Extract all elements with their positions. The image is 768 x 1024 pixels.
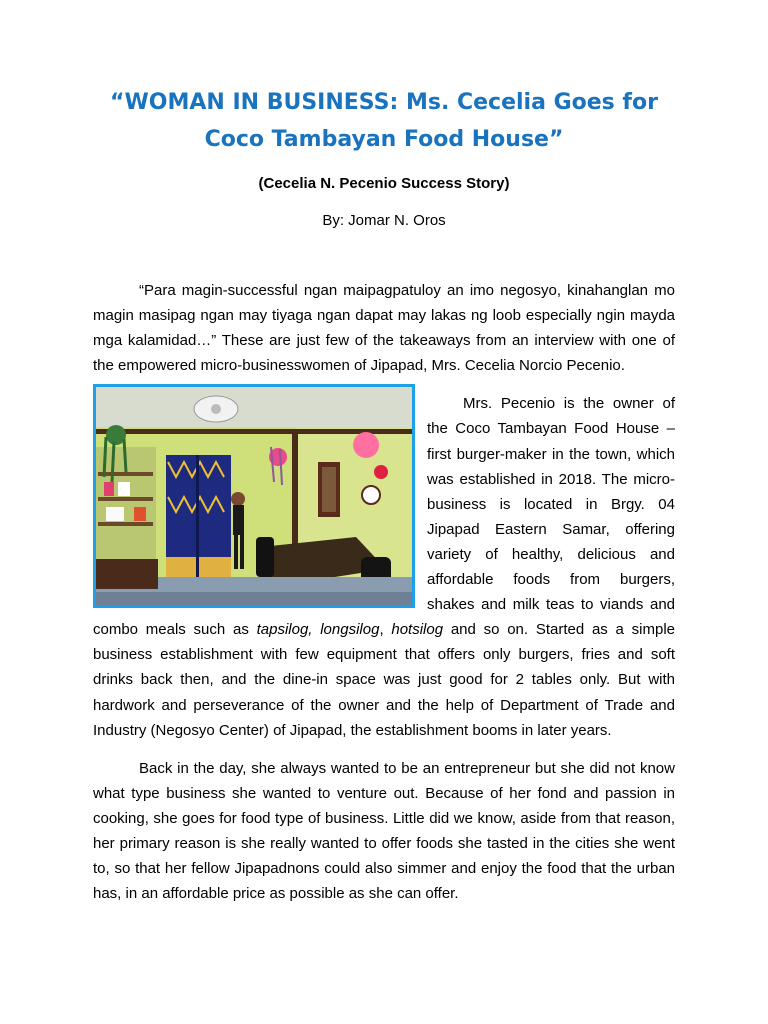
restaurant-photo: [93, 384, 415, 608]
restaurant-interior-illustration: [96, 387, 412, 605]
article-byline: By: Jomar N. Oros: [322, 212, 446, 229]
paragraph-intro: “Para magin-successful ngan maipagpatuloy an imo negosyo, kinahanglan mo magin masipag ngan may tiyaga ngan dapat may lakas ng loob especially ngin mayda mga kalamidad…” These are just few of the takeaways from an interview with one of the empowered micro-businesswomen of Jipapad, Mrs. Cecelia Norcio Pecenio.: [93, 282, 675, 375]
paragraph-background: Back in the day, she always wanted to be an entrepreneur but she did not know what type business she wanted to venture out. Because of her fond and passion in cooking, she goes for food type of business. Little did we know, aside from that reason, her primary reason is she really wanted to offer foods she tasted in the cities she went to, so that her fellow Jipapadnons could also simmer and enjoy the food that the urban has, in an affordable price as possible as she can offer.: [93, 759, 675, 903]
paragraph-owner-comma: ,: [379, 621, 392, 639]
article-title: “WOMAN IN BUSINESS: Ms. Cecelia Goes for Coco Tambayan Food House”: [110, 90, 658, 152]
article-page: [93, 84, 675, 906]
paragraph-owner-end: and so on. Started as a simple business establishment with few equipment that offers only burgers, fries and soft drinks back then, and the dine-in space was just good for 2 tables only. But with hardwork and perseverance of the owner and the help of Department of Trade and Industry (Negosyo Center) of Jipapad, the establishment booms in later years.: [93, 621, 675, 739]
menu-item-hotsilog: hotsilog: [391, 621, 444, 639]
menu-item-tapsilog-longsilog: tapsilog, longsilog: [256, 621, 380, 639]
article-subtitle: (Cecelia N. Pecenio Success Story): [258, 175, 510, 192]
paragraph-owner-start: Mrs. Pecenio is the owner of the Coco Tambayan Food House – first burger-maker in the town, which was established in 2018. The micro-business is located in Brgy. 04 Jipapad Eastern Samar, offering variety of healthy, delicious and affordable foods from burgers, shakes and milk teas to viands and combo meals such as: [93, 395, 675, 639]
